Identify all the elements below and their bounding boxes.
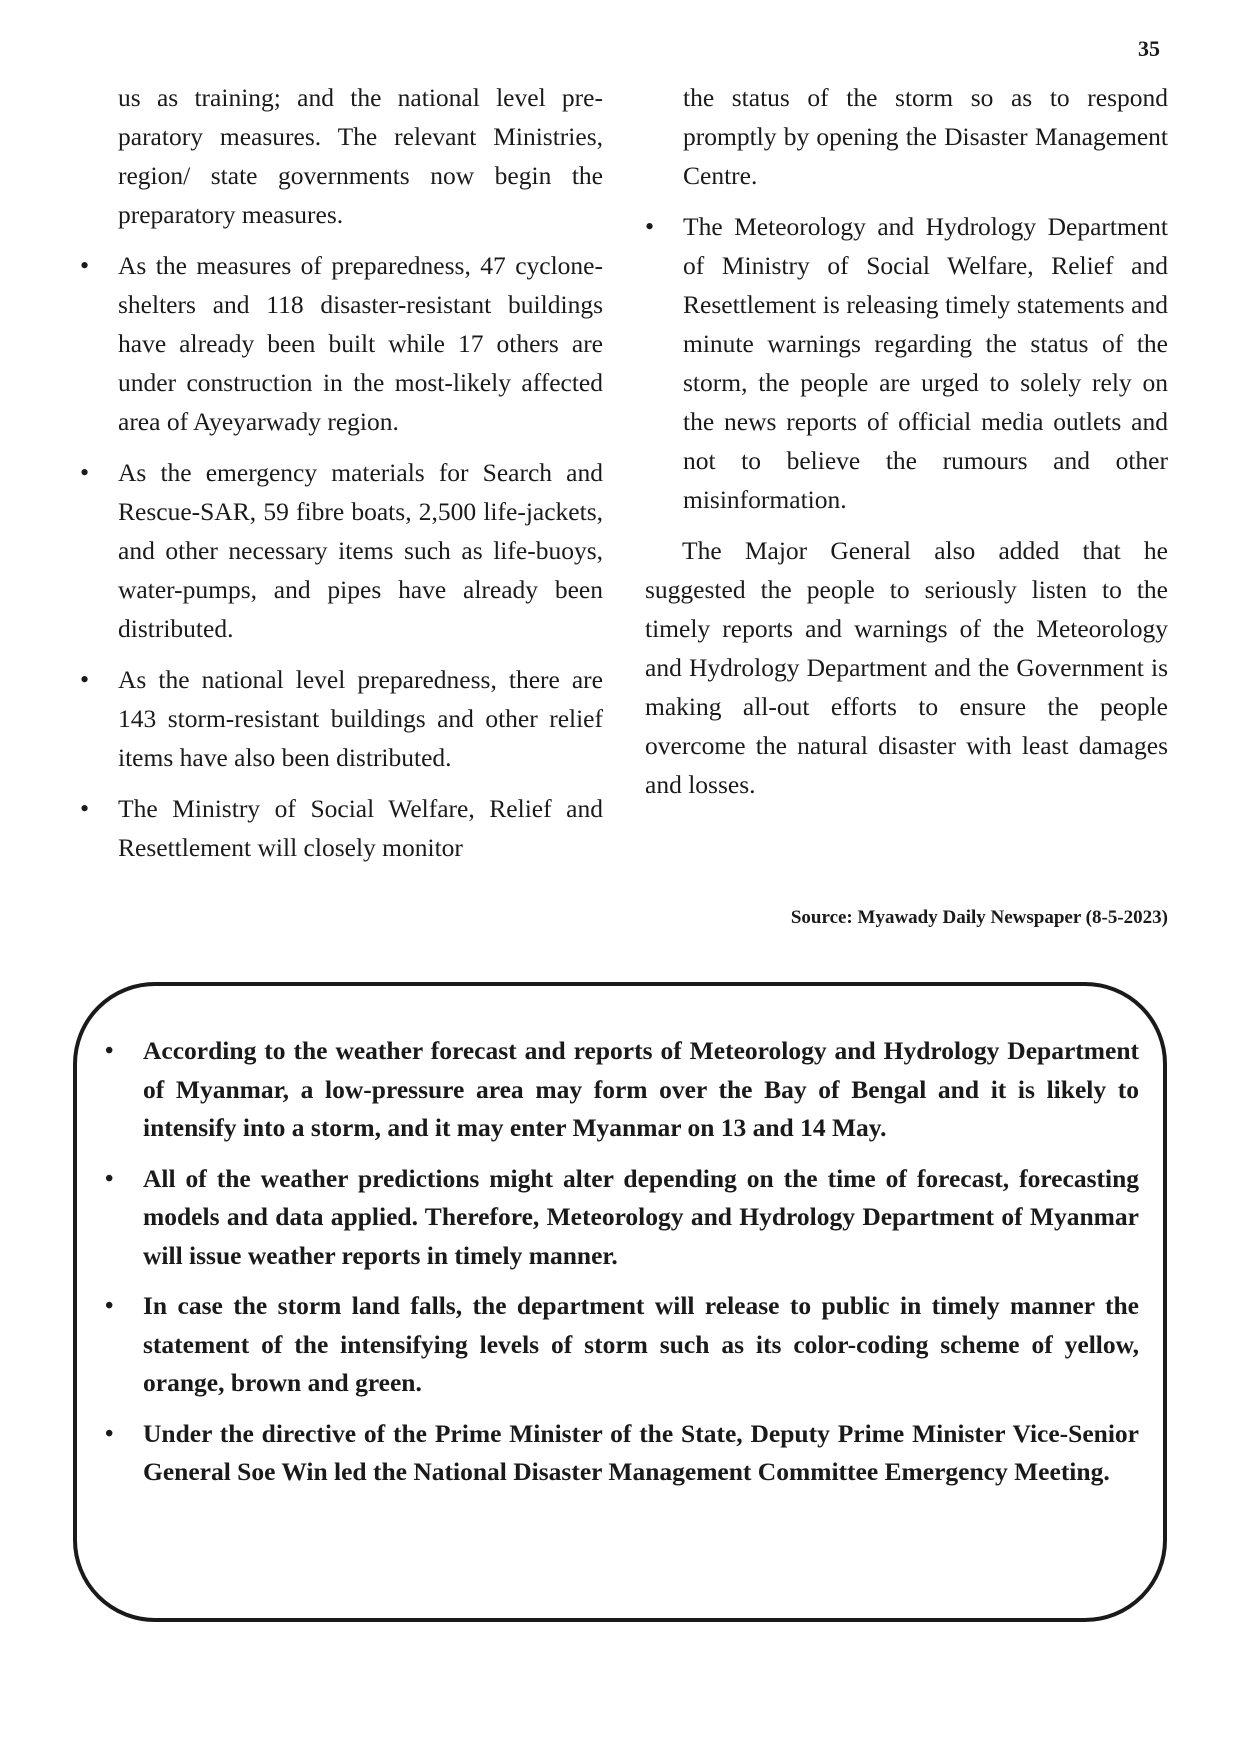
highlight-bullet-item: • In case the storm land falls, the department will release to public in timely manner the statement of the intensifying levels of storm such as its color-coding scheme of yellow, orange, brown and green. (103, 1287, 1139, 1403)
left-bullet-list (80, 246, 603, 867)
source-citation: Source: Myawady Daily Newspaper (8-5-2023) (790, 907, 1168, 928)
body-paragraph: The Major General also added that he suggested the people to seriously listen to the timely reports and warnings of the Meteorology and Hydrology Department and the Government is making all-out efforts to ensure the people overcome the natural disaster with least damages and losses. (645, 536, 1168, 799)
right-column (645, 78, 1168, 804)
highlight-bullet-item: • All of the weather predictions might alter depending on the time of forecast, forecasting models and data applied. Therefore, Meteorology and Hydrology Department of Myanmar will issue weather reports in timely manner. (103, 1160, 1139, 1276)
highlight-bullet-item: • According to the weather forecast and reports of Meteorology and Hydrology Department of Myanmar, a low-pressure area may form over the Bay of Bengal and it is likely to intensify into a storm, and it may enter Myanmar on 13 and 14 May. (103, 1032, 1139, 1148)
bullet-item: • The Ministry of Social Welfare, Relief and Resettlement will closely monitor (80, 789, 603, 867)
highlight-box-list (103, 1032, 1139, 1504)
highlight-bullet-item: • Under the directive of the Prime Minister of the State, Deputy Prime Minister Vice-Senior General Soe Win led the National Disaster Management Committee Emergency Meeting. (103, 1415, 1139, 1492)
bullet-item: • As the emergency materials for Search and Rescue-SAR, 59 fibre boats, 2,500 life-jackets, and other necessary items such as life-buoys, water-pumps, and pipes have already been distributed. (80, 453, 603, 648)
continued-paragraph: the status of the storm so as to respond promptly by opening the Disaster Management Centre. (683, 83, 1168, 190)
right-bullet-list (645, 207, 1168, 519)
bullet-item: • As the measures of preparedness, 47 cyclone-shelters and 118 disaster-resistant buildings have already been built while 17 others are under construction in the most-likely affected area of Ayeyarwady region. (80, 246, 603, 441)
page-number: 35 (1138, 36, 1160, 61)
bullet-item: • As the national level preparedness, there are 143 storm-resistant buildings and other relief items have also been distributed. (80, 660, 603, 777)
left-column (80, 78, 603, 879)
bullet-item: • The Meteorology and Hydrology Department of Ministry of Social Welfare, Relief and Resettlement is releasing timely statements and minute warnings regarding the status of the storm, the people are urged to solely rely on the news reports of official media outlets and not to believe the rumours and other misinformation. (645, 207, 1168, 519)
continued-paragraph: us as training; and the national level preparatory measures. The relevant Ministries, region/ state governments now begin the preparatory measures. (118, 83, 603, 229)
